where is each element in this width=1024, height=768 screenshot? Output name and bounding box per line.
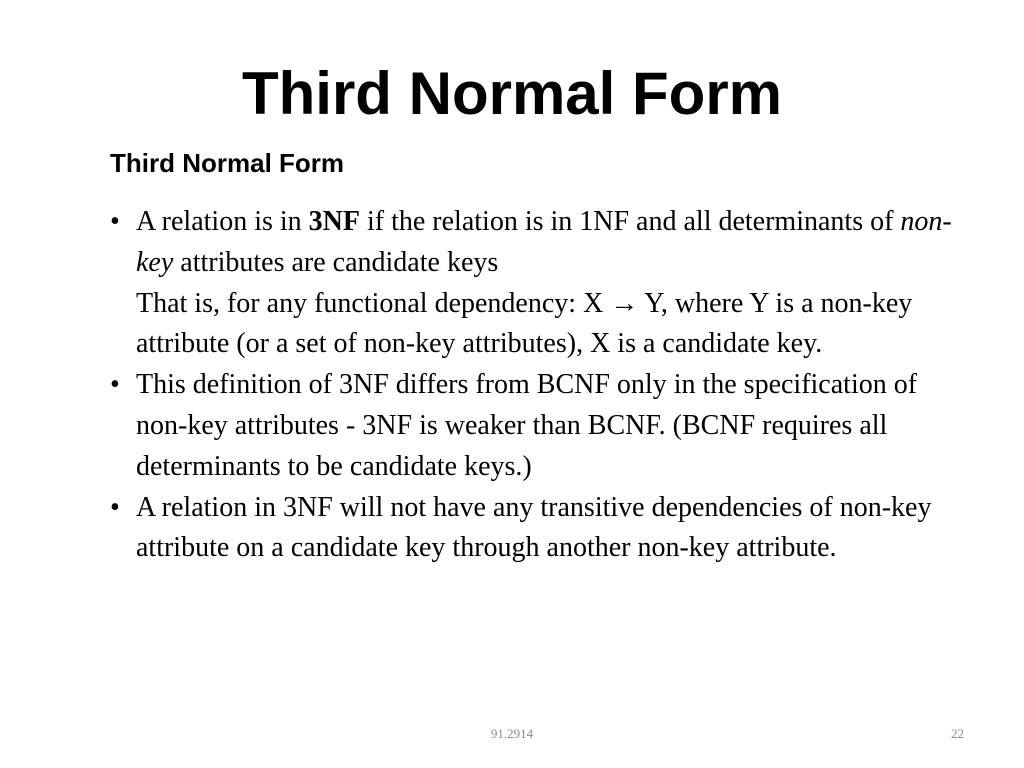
arrow-icon: → [610, 287, 639, 319]
bullet-1-text-part3: attributes are candidate keys [173, 246, 499, 278]
bullet-1-text-part1: A relation is in [136, 206, 309, 237]
page-number: 22 [951, 726, 964, 741]
bullet-2-text: This definition of 3NF differs from BCNF only in the specification of non-key attributes - 3NF is weaker than BCNF. (BCNF requires all determinants to be candidate keys.) [136, 369, 918, 482]
bullet-marker: • [110, 491, 120, 523]
bullet-1-text-part2: if the relation is in 1NF and all determinants of [359, 206, 901, 237]
bullet-1-line2-part2: Y, where Y is a non-key attribute (or a set of non-key attributes), X is a candidate key. [136, 287, 913, 360]
bullet-1-line2-part1: That is, for any functional dependency: X [136, 287, 611, 319]
bullet-item-3 [110, 488, 970, 570]
slide-title: Third Normal Form [241, 60, 783, 127]
footer-course-code: 91.2914 [490, 726, 534, 741]
bullet-item-1 [110, 202, 970, 365]
slide-subtitle: Third Normal Form [110, 148, 345, 178]
bullet-3-text: A relation in 3NF will not have any transitive dependencies of non-key attribute on a candidate key through another non-key attribute. [136, 491, 932, 564]
bullet-marker: • [110, 206, 120, 237]
bullet-item-2 [110, 365, 970, 487]
bullet-marker: • [110, 369, 120, 401]
bullet-1-bold-term: 3NF [308, 206, 360, 237]
bullet-list [110, 202, 970, 569]
bullet-1-italic-term: non-key [136, 206, 952, 278]
